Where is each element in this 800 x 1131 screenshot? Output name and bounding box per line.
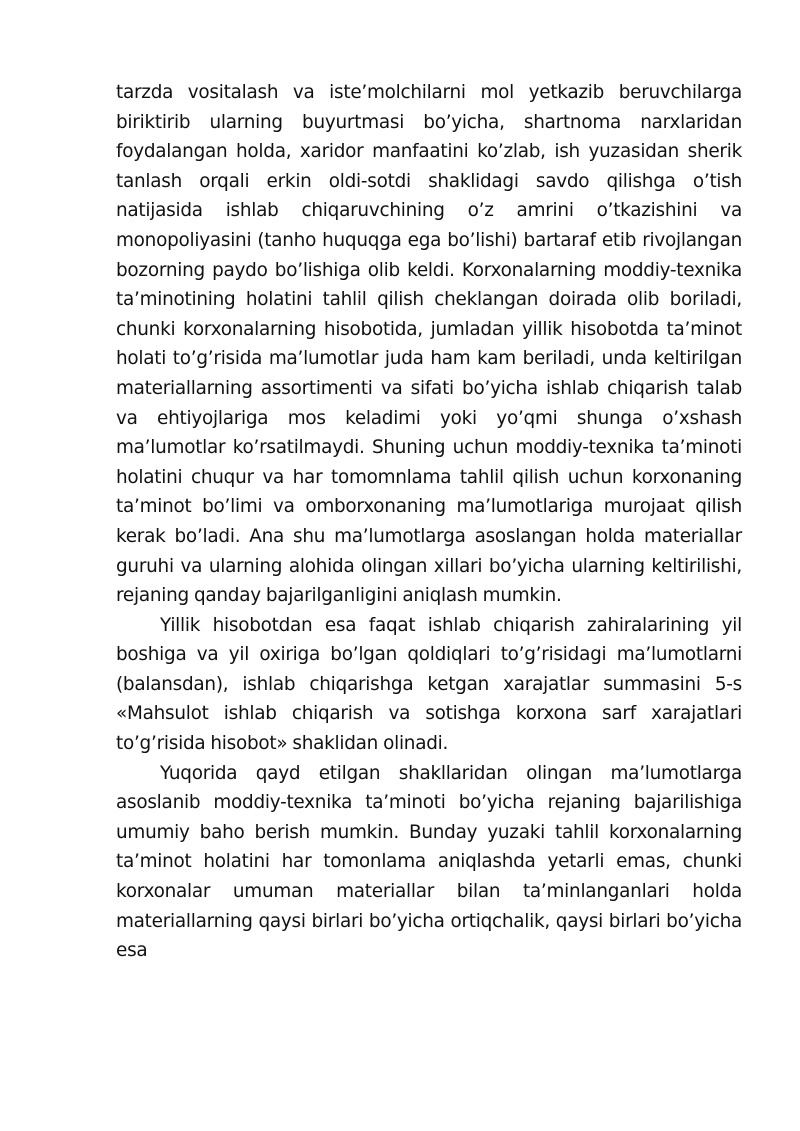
paragraph-assessment: Yuqorida qayd etilgan shakllaridan olingan ma’lumotlarga asoslanib moddiy-texnika ta’minoti bo’yicha rejaning bajarilishiga umumiy baho berish mumkin. Bunday yuzaki tahlil korxonalarning ta’minot holatini har tomonlama aniqlashda yetarli emas, chunki korxonalar umuman materiallar bilan ta’minlanganlari holda materiallarning qaysi birlari bo’yicha ortiqchalik, qaysi birlari bo’yicha esa [116,762,742,962]
body-text [116,78,742,966]
paragraph-annual-report: Yillik hisobotdan esa faqat ishlab chiqarish zahiralarining yil boshiga va yil oxiriga bo’lgan qoldiqlari to’g’risidagi ma’lumotlarni (balansdan), ishlab chiqarishga ketgan xarajatlar summasini 5-s «Mahsulot ishlab chiqarish va sotishga korxona sarf xarajatlari to’g’risida hisobot» shaklidan olinadi. [116,614,742,755]
paragraph-continuation: tarzda vositalash va iste’molchilarni mol yetkazib beruvchilarga biriktirib ularning buyurtmasi bo’yicha, shartnoma narxlaridan foydalangan holda, xaridor manfaatini ko’zlab, ish yuzasidan sherik tanlash orqali erkin oldi-sotdi shaklidagi savdo qilishga o’tish natijasida ishlab chiqaruvchining o’z amrini o’tkazishini va monopoliyasini (tanho huquqga ega bo’lishi) bartaraf etib rivojlangan bozorning paydo bo’lishiga olib keldi. Korxonalarning moddiy-texnika ta’minotining holatini tahlil qilish cheklangan doirada olib boriladi, chunki korxonalarning hisobotida, jumladan yillik hisobotda ta’minot holati to’g’risida ma’lumotlar juda ham kam beriladi, unda keltirilgan materiallarning assortimenti va sifati bo’yicha ishlab chiqarish talab va ehtiyojlariga mos keladimi yoki yo’qmi shunga o’xshash ma’lumotlar ko’rsatilmaydi. Shuning uchun moddiy-texnika ta’minoti holatini chuqur va har tomomnlama tahlil qilish uchun korxonaning ta’minot bo’limi va omborxonaning ma’lumotlariga murojaat qilish kerak bo’ladi. Ana shu ma’lumotlarga asoslangan holda materiallar guruhi va ularning alohida olingan xillari bo’yicha ularning keltirilishi, rejaning qanday bajarilganligini aniqlash mumkin. [116,82,742,607]
